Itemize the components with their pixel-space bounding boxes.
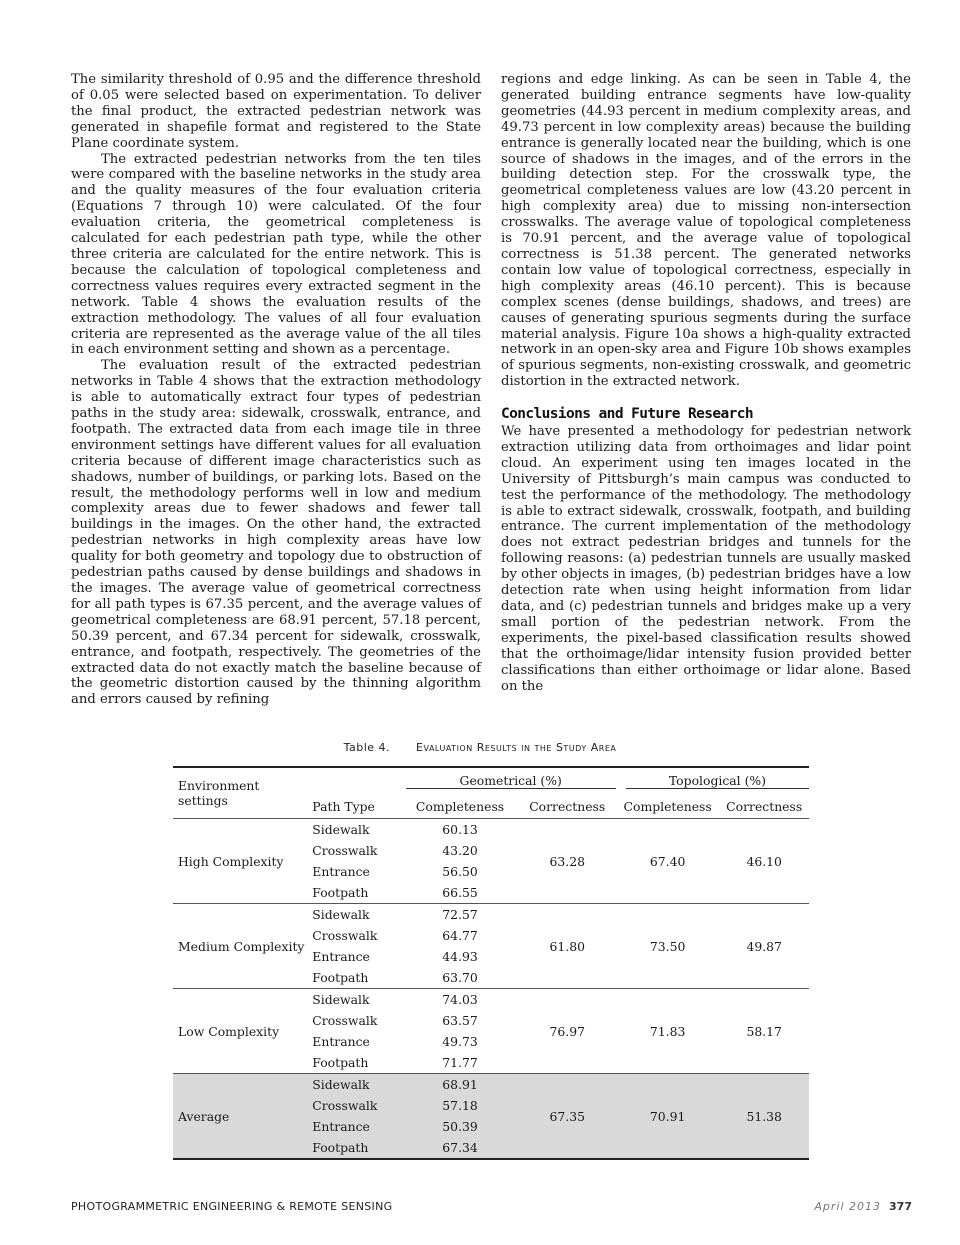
geo-correctness-cell: 76.97	[519, 989, 616, 1074]
geo-correctness-cell: 61.80	[519, 904, 616, 989]
completeness-cell: 67.34	[402, 1137, 519, 1159]
completeness-cell: 60.13	[402, 819, 519, 841]
path-type-header: Path Type	[312, 798, 375, 814]
geo-correctness-header: Correctness	[529, 798, 606, 814]
table-row	[173, 989, 809, 1011]
geometrical-header: Geometrical (%)	[406, 773, 616, 789]
completeness-cell: 56.50	[442, 864, 478, 879]
path-cell: Entrance	[312, 949, 370, 964]
topo-correctness-cell: 58.17	[719, 989, 809, 1074]
completeness-cell: 50.39	[402, 1116, 519, 1137]
topo-completeness-cell: 73.50	[616, 904, 720, 989]
path-cell: Sidewalk	[312, 1074, 401, 1096]
path-cell: Footpath	[312, 885, 369, 900]
path-cell: Footpath	[312, 1055, 369, 1070]
topo-completeness-header: Completeness	[623, 798, 712, 814]
env-cell: Average	[173, 1074, 312, 1160]
env-cell: High Complexity	[173, 819, 312, 904]
topo-completeness-cell: 71.83	[616, 989, 720, 1074]
env-cell: Medium Complexity	[173, 904, 312, 989]
table-row	[173, 904, 809, 926]
topo-correctness-header: Correctness	[726, 798, 803, 814]
right-column	[501, 72, 911, 694]
completeness-cell: 72.57	[402, 904, 519, 926]
completeness-cell: 74.03	[402, 989, 519, 1011]
completeness-cell: 43.20	[442, 843, 478, 858]
table-caption	[0, 741, 960, 754]
paragraph: The similarity threshold of 0.95 and the difference threshold of 0.05 were selected based on experimentation. To deliver the final product, the extracted pedestrian network was generated in shapefile format and registered to the State Plane coordinate system.	[71, 72, 481, 151]
completeness-cell: 68.91	[402, 1074, 519, 1096]
topo-completeness-cell: 67.40	[616, 819, 720, 904]
path-cell: Entrance	[312, 1116, 401, 1137]
paragraph: We have presented a methodology for pedestrian network extraction utilizing data from orthoimages and lidar point cloud. An experiment using ten images located in the University of Pittsburgh’s main campus was conducted to test the performance of the methodology. The methodology is able to extract sidewalk, crosswalk, footpath, and building entrance. The current implementation of the methodology does not extract pedestrian bridges and tunnels for the following reasons: (a) pedestrian tunnels are usually masked by other objects in images, (b) pedestrian bridges have a low detection rate when using height information from lidar data, and (c) pedestrian tunnels and bridges make up a very small portion of the pedestrian network. From the experiments, the pixel-based classification results showed that the orthoimage/lidar intensity fusion provided better classifications than either orthoimage or lidar alone. Based on the	[501, 424, 911, 694]
table-row	[173, 819, 809, 841]
table-row	[173, 1074, 809, 1096]
path-cell: Sidewalk	[312, 904, 401, 926]
section-heading: Conclusions and Future Research	[501, 406, 754, 423]
completeness-cell: 63.70	[442, 970, 478, 985]
path-cell: Footpath	[312, 970, 369, 985]
table-label: Table 4.	[343, 741, 391, 754]
evaluation-table	[173, 766, 809, 1160]
path-cell: Sidewalk	[312, 989, 401, 1011]
completeness-cell: 64.77	[442, 928, 478, 943]
geo-correctness-cell: 67.35	[519, 1074, 616, 1160]
geo-correctness-cell: 63.28	[519, 819, 616, 904]
path-cell: Sidewalk	[312, 819, 401, 841]
left-column	[71, 72, 481, 708]
table-title: Evaluation Results in the Study Area	[416, 741, 617, 754]
paragraph: The evaluation result of the extracted pedestrian networks in Table 4 shows that the extraction methodology is able to automatically extract four types of pedestrian paths in the study area: sidewalk, crosswalk, entrance, and footpath. The extracted data from each image tile in three environment settings have different values for all evaluation criteria because of different image characteristics such as shadows, number of buildings, or parking lots. Based on the result, the methodology performs well in low and medium complexity areas due to fewer shadows and fewer tall buildings in the images. On the other hand, the extracted pedestrian networks in high complexity areas have low quality for both geometry and topology due to obstruction of pedestrian paths caused by dense buildings and shadows in the images. The average value of geometrical correctness for all path types is 67.35 percent, and the average values of geometrical completeness are 68.91 percent, 57.18 percent, 50.39 percent, and 67.34 percent for sidewalk, crosswalk, entrance, and footpath, respectively. The geometries of the extracted data do not exactly match the baseline because of the geometric distortion caused by the thinning algorithm and errors caused by refining	[71, 358, 481, 708]
topo-correctness-cell: 51.38	[719, 1074, 809, 1160]
path-cell: Entrance	[312, 864, 370, 879]
issue-date: April 2013	[814, 1200, 882, 1213]
completeness-cell: 44.93	[442, 949, 478, 964]
env-header: Environment settings	[173, 767, 312, 819]
paragraph: The extracted pedestrian networks from the ten tiles were compared with the baseline networks in the study area and the quality measures of the four evaluation criteria (Equations 7 through 10) were calculated. Of the four evaluation criteria, the geometrical completeness is calculated for each pedestrian path type, while the other three criteria are calculated for the entire network. This is because the calculation of topological completeness and correctness values requires every extracted segment in the network. Table 4 shows the evaluation results of the extraction methodology. The values of all four evaluation criteria are represented as the average value of the all tiles in each environment setting and shown as a percentage.	[71, 151, 481, 358]
completeness-cell: 63.57	[442, 1013, 478, 1028]
completeness-cell: 66.55	[442, 885, 478, 900]
page-number: 377	[889, 1200, 912, 1213]
topo-correctness-cell: 49.87	[719, 904, 809, 989]
path-cell: Crosswalk	[312, 843, 378, 858]
page-footer	[814, 1200, 912, 1213]
path-cell: Crosswalk	[312, 1013, 378, 1028]
journal-name: PHOTOGRAMMETRIC ENGINEERING & REMOTE SENSING	[71, 1200, 393, 1213]
completeness-cell: 49.73	[442, 1034, 478, 1049]
topo-correctness-cell: 46.10	[719, 819, 809, 904]
path-cell: Crosswalk	[312, 1095, 401, 1116]
env-cell: Low Complexity	[173, 989, 312, 1074]
completeness-cell: 57.18	[402, 1095, 519, 1116]
geo-completeness-header: Completeness	[415, 798, 505, 814]
completeness-cell: 71.77	[442, 1055, 478, 1070]
paragraph: regions and edge linking. As can be seen in Table 4, the generated building entrance segments have low-quality geometries (44.93 percent in medium complexity areas, and 49.73 percent in low complexity areas) because the building entrance is generally located near the building, which is one source of shadows in the images, and of the errors in the building detection step. For the crosswalk type, the geometrical completeness values are low (43.20 percent in high complexity area) due to missing non-intersection crosswalks. The average value of topological completeness is 70.91 percent, and the average value of topological correctness is 51.38 percent. The generated networks contain low value of topological correctness, especially in high complexity areas (46.10 percent). This is because complex scenes (dense buildings, shadows, and trees) are causes of generating spurious segments during the surface material analysis. Figure 10a shows a high-quality extracted network in an open-sky area and Figure 10b shows examples of spurious segments, non-existing crosswalk, and geometric distortion in the extracted network.	[501, 72, 911, 390]
path-cell: Entrance	[312, 1034, 370, 1049]
topo-completeness-cell: 70.91	[616, 1074, 720, 1160]
path-cell: Footpath	[312, 1137, 401, 1159]
topological-header: Topological (%)	[626, 773, 809, 789]
path-cell: Crosswalk	[312, 928, 378, 943]
